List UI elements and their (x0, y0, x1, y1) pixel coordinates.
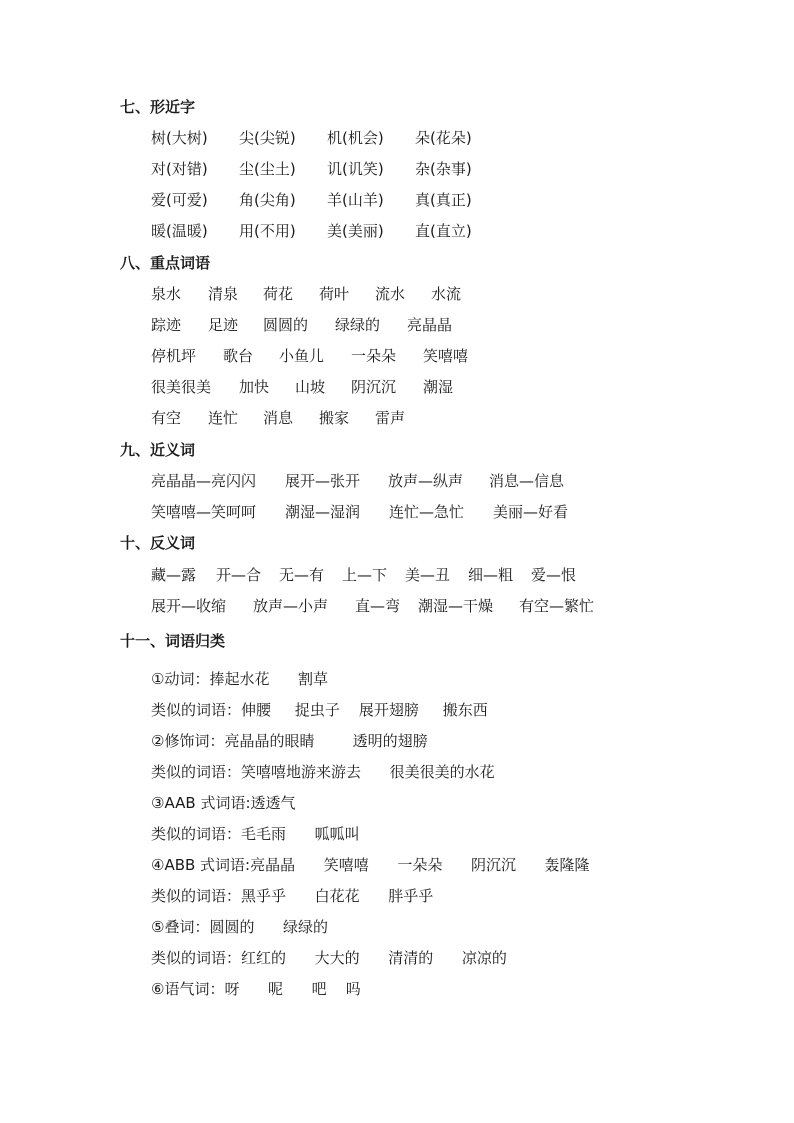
word-item: 爱(可爱) (151, 191, 208, 209)
word-pair: 消息—信息 (489, 472, 565, 490)
classification-line: 类似的词语：毛毛雨 呱呱叫 (151, 825, 360, 843)
word-pair: 爱—恨 (531, 566, 577, 584)
word-item: 停机坪 (151, 347, 197, 365)
word-item: 潮湿 (423, 378, 454, 396)
word-pair: 无—有 (279, 566, 325, 584)
word-item: 圆圆的 (263, 316, 309, 334)
word-item: 清泉 (208, 285, 239, 303)
word-item: 山坡 (295, 378, 326, 396)
word-item: 树(大树) (151, 129, 208, 147)
word-item: 羊(山羊) (327, 191, 384, 209)
word-pair: 笑嘻嘻—笑呵呵 (151, 503, 257, 521)
classification-line: ④ABB 式词语:亮晶晶 笑嘻嘻 一朵朵 阴沉沉 轰隆隆 (151, 856, 590, 874)
word-item: 朵(花朵) (415, 129, 472, 147)
word-item: 角(尖角) (239, 191, 296, 209)
word-item: 小鱼儿 (279, 347, 325, 365)
section-heading-antonyms: 十、反义词 (120, 534, 196, 552)
word-item: 尘(尘土) (239, 160, 296, 178)
word-item: 尖(尖锐) (239, 129, 296, 147)
word-pair: 有空—繁忙 (519, 597, 595, 615)
section-heading-word-classification: 十一、词语归类 (120, 632, 226, 650)
word-pair: 上—下 (342, 566, 388, 584)
word-item: 讥(讥笑) (327, 160, 384, 178)
word-item: 加快 (239, 378, 270, 396)
word-item: 用(不用) (239, 222, 296, 240)
word-item: 泉水 (151, 285, 182, 303)
classification-line: 类似的词语：红红的 大大的 清清的 凉凉的 (151, 949, 507, 967)
word-pair: 藏—露 (151, 566, 197, 584)
word-pair: 亮晶晶—亮闪闪 (151, 472, 257, 490)
word-pair: 美丽—好看 (493, 503, 569, 521)
word-pair: 细—粗 (468, 566, 514, 584)
word-item: 杂(杂事) (415, 160, 472, 178)
word-pair: 连忙—急忙 (389, 503, 465, 521)
word-pair: 展开—张开 (285, 472, 361, 490)
word-item: 流水 (375, 285, 406, 303)
classification-line: ③AAB 式词语:透透气 (151, 794, 296, 812)
word-pair: 放声—小声 (253, 597, 329, 615)
word-pair: 展开—收缩 (151, 597, 227, 615)
word-item: 搬家 (319, 409, 350, 427)
section-heading-key-words: 八、重点词语 (120, 254, 211, 272)
word-item: 一朵朵 (351, 347, 397, 365)
word-pair: 潮湿—干燥 (418, 597, 494, 615)
word-item: 足迹 (208, 316, 239, 334)
word-pair: 美—丑 (405, 566, 451, 584)
word-pair: 放声—纵声 (388, 472, 464, 490)
word-pair: 潮湿—湿润 (285, 503, 361, 521)
word-item: 阴沉沉 (351, 378, 397, 396)
word-item: 直(直立) (415, 222, 472, 240)
word-item: 连忙 (208, 409, 239, 427)
classification-line: ⑥语气词：呀 呢 吧 吗 (151, 980, 361, 998)
word-item: 真(真正) (415, 191, 472, 209)
word-item: 亮晶晶 (407, 316, 453, 334)
classification-line: 类似的词语：伸腰 捉虫子 展开翅膀 搬东西 (151, 701, 488, 719)
word-pair: 直—弯 (355, 597, 401, 615)
word-item: 绿绿的 (335, 316, 381, 334)
word-item: 笑嘻嘻 (423, 347, 469, 365)
word-item: 荷叶 (319, 285, 350, 303)
word-item: 很美很美 (151, 378, 212, 396)
word-item: 消息 (263, 409, 294, 427)
word-item: 美(美丽) (327, 222, 384, 240)
classification-line: ⑤叠词：圆圆的 绿绿的 (151, 918, 329, 936)
classification-line: 类似的词语：笑嘻嘻地游来游去 很美很美的水花 (151, 763, 495, 781)
word-item: 暖(温暖) (151, 222, 208, 240)
classification-line: ②修饰词：亮晶晶的眼睛 透明的翅膀 (151, 732, 428, 750)
section-heading-similar-chars: 七、形近字 (120, 98, 196, 116)
word-pair: 开—合 (216, 566, 262, 584)
word-item: 荷花 (263, 285, 294, 303)
word-item: 对(对错) (151, 160, 208, 178)
word-item: 雷声 (375, 409, 406, 427)
classification-line: ①动词：捧起水花 割草 (151, 670, 329, 688)
classification-line: 类似的词语：黑乎乎 白花花 胖乎乎 (151, 887, 434, 905)
word-item: 机(机会) (327, 129, 384, 147)
word-item: 歌台 (223, 347, 254, 365)
word-item: 有空 (151, 409, 182, 427)
word-item: 水流 (431, 285, 462, 303)
word-item: 踪迹 (151, 316, 182, 334)
section-heading-synonyms: 九、近义词 (120, 441, 196, 459)
